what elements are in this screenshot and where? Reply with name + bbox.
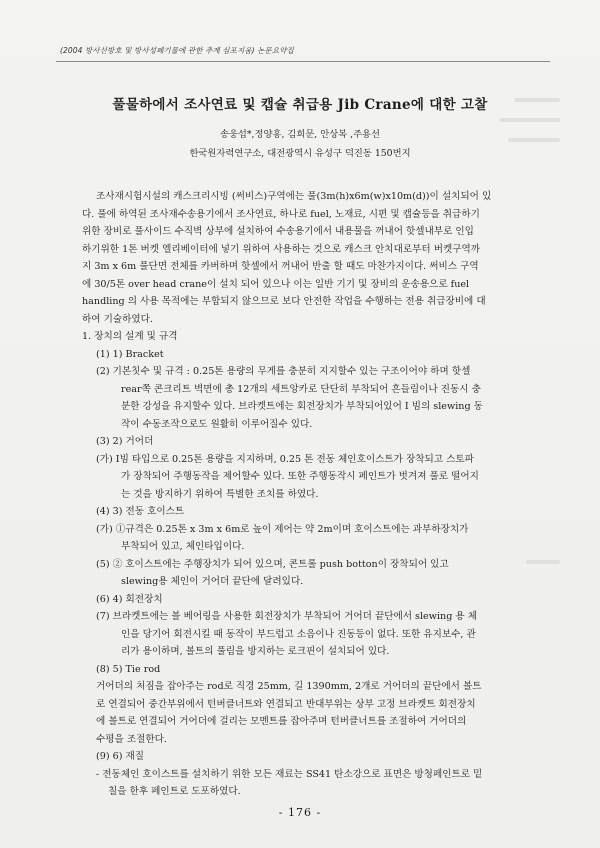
subsection-heading: (6) 4) 회전장치	[96, 593, 163, 605]
subsection-heading: (1) 1) Bracket	[96, 348, 164, 360]
subsection-heading: (8) 5) Tie rod	[96, 663, 161, 675]
section-heading: 1. 장치의 설계 및 규격	[82, 331, 178, 342]
subsection-heading: (9) 6) 재질	[96, 751, 145, 762]
body-line: 하기위한 1톤 버켓 엘리베이터에 넣기 위하여 사용하는 것으로 캐스크 안치대로부터 버켓구역까	[82, 243, 481, 255]
body-line: 부착되어 있고, 체인타입이다.	[121, 541, 245, 552]
body-line: 는 것을 방지하기 위하여 특별한 조치를 하였다.	[121, 488, 319, 500]
body-line: (가) ①규격은 0.25톤 x 3m x 6m로 높이 제어는 약 2m이며 호이스트에는 과부하장치가	[96, 523, 469, 535]
body-line: - 전동체인 호이스트를 설치하기 위한 모든 재료는 SS41 탄소강으로 표면은 방청페인트로 밑	[96, 768, 483, 780]
author-list: 송웅섭*,정양홍, 김희문, 안상복 ,주용선	[219, 129, 381, 140]
body-line: 칠을 한후 페인트로 도포하였다.	[108, 786, 241, 797]
body-line: (5) ② 호이스트에는 주행장치가 되어 있으며, 콘트롤 push botton이 장착되어 있고	[96, 558, 449, 570]
body-line: 조사재시험시설의 캐스크리시빙 (써비스)구역에는 풀(3m(h)x6m(w)x10m(d))이 설치되어 있	[96, 191, 492, 202]
body-line: 작이 수동조작으로도 원활히 이루어질수 있다.	[121, 418, 313, 430]
body-line: 리가 용이하며, 볼트의 풀림을 방지하는 로크핀이 설치되어 있다.	[121, 646, 390, 657]
header-rule	[56, 61, 550, 62]
bleed-through-mark	[500, 118, 560, 122]
body-line: rear쪽 콘크리트 벽면에 총 12개의 세트앙카로 단단히 부착되어 흔들림이나 진동시 충	[121, 383, 481, 395]
body-line: 하여 기술하였다.	[82, 313, 153, 325]
body-line: 다. 풀에 하역된 조사재수송용기에서 조사연료, 하나로 fuel, 노재료, 시편 및 캡슐등을 취급하기	[82, 208, 480, 220]
running-header: (2004 방사선방호 및 방사성폐기물에 관한 추계 심포지움) 논문요약집	[60, 46, 294, 55]
body-line: (7) 브라켓트에는 볼 베어링을 사용한 회전장치가 부착되어 거어더 끝단에서 slewing 용 체	[96, 611, 477, 622]
page-number: - 176 -	[278, 806, 322, 819]
body-line: 위한 장비로 풀사이드 수직벽 상부에 설치하여 수송용기에서 내용물을 꺼내어 핫셀내부로 인입	[82, 226, 474, 237]
body-line: 로 연결되어 중간부위에서 턴버클너트와 연결되고 반대부위는 상부 고정 브라켓트 회전장치	[96, 698, 476, 710]
subsection-heading: (4) 3) 전동 호이스트	[96, 506, 185, 517]
body-line: 지 3m x 6m 풀단면 전체를 카버하며 핫셀에서 꺼내어 반출 할 때도 마찬가지이다. 써비스 구역	[82, 261, 479, 272]
body-line: slewing용 체인이 거어더 끝단에 달려있다.	[121, 576, 304, 587]
paper-body	[82, 188, 550, 801]
body-line: 인을 당기어 회전시킬 때 동작이 부드럽고 소음이나 진동등이 없다. 또한 유지보수, 관	[121, 628, 476, 640]
body-line: 에 볼트로 연결되어 거어더에 걸리는 모멘트를 잡아주며 턴버클너트를 조절하여 거어더의	[96, 716, 467, 727]
body-line: handling 의 사용 목적에는 부합되지 않으므로 보다 안전한 작업을 수행하는 전용 취급장비에 대	[82, 296, 486, 307]
body-line: 에 30/5톤 over head crane이 설치 되어 있으나 이는 일반 기기 및 장비의 운송용으로 fuel	[82, 278, 470, 290]
body-line: 거어더의 처짐을 잡아주는 rod로 직경 25mm, 길 1390mm, 2개로 거어더의 끝단에서 볼트	[96, 681, 482, 692]
body-line: 가 장착되어 주행동작을 제어할수 있다. 또한 주행동작시 페인트가 벗겨져 풀로 떨어지	[121, 471, 479, 482]
paper-title: 풀물하에서 조사연료 및 캡슐 취급용 Jib Crane에 대한 고찰	[112, 97, 488, 113]
body-line: 분한 강성을 유지할수 있다. 브라켓트에는 회전장치가 부착되어있어 I 빔의 slewing 동	[121, 401, 483, 412]
body-line: (가) I빔 타입으로 0.25톤 용량을 지지하며, 0.25 톤 전동 체인호이스트가 장착되고 스토파	[96, 453, 474, 465]
subsection-heading: (3) 2) 거어더	[96, 436, 154, 447]
body-line: (2) 기본칫수 및 규격 : 0.25톤 용량의 무게를 충분히 지지할수 있는 구조이어야 하며 핫셀	[96, 366, 471, 377]
body-line: 수평을 조절한다.	[96, 733, 167, 745]
affiliation: 한국원자력연구소, 대전광역시 유성구 덕진동 150번지	[189, 148, 411, 159]
